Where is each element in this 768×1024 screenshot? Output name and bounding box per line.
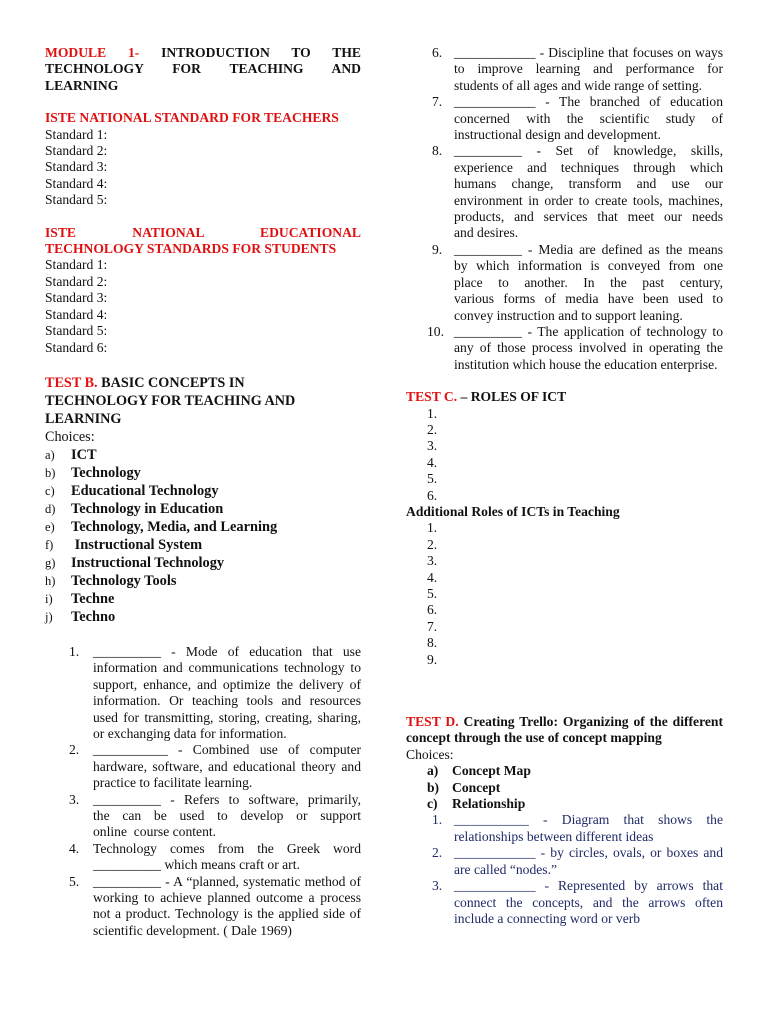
list-item: 1. [427,520,438,536]
module-title [45,45,361,94]
choice-text: Instructional Technology [71,554,225,571]
question-number: 1. [432,812,443,828]
choice-text: Educational Technology [71,482,219,499]
choice-item [45,536,361,554]
question-number: 3. [69,791,80,807]
module-title-line: TECHNOLOGY FOR TEACHING AND [45,61,361,77]
standard-line: Standard 3: [45,159,108,175]
choice-text: Technology [71,464,141,481]
question-line: concerned with the scientific study of [454,110,723,126]
choice-item [406,796,723,812]
test-title: Creating Trello: Organizing of the different [463,714,723,730]
question-line: environment in order to create tools, machines, [454,192,723,208]
right-column [406,45,723,927]
question-line: __________ - Mode of education that use [93,643,361,659]
question-item [406,845,723,878]
choices-list [406,763,723,812]
choice-item [45,554,361,572]
test-c-section [406,389,723,668]
list-item: 3. [427,438,438,454]
section-heading: TECHNOLOGY STANDARDS FOR STUDENTS [45,241,337,257]
question-line: not a product. Technology is the applied side of [93,906,361,922]
standard-line: Standard 5: [45,323,108,339]
question-item [406,94,723,143]
question-line: instructional design and development. [454,127,661,143]
question-item [406,812,723,845]
test-title: – ROLES OF ICT [460,389,567,405]
choice-item [406,780,723,796]
question-number: 5. [69,873,80,889]
list-item: 2. [427,536,438,552]
question-line: __________ which means craft or art. [93,857,300,873]
question-line: __________ - The application of technology to [454,323,723,339]
list-item: 5. [427,586,438,601]
list-item: 2. [427,421,438,437]
question-line: ___________ - Combined use of computer [93,742,361,758]
choice-item [45,518,361,536]
test-b-items [45,644,361,939]
choice-item [406,763,723,779]
test-d-heading [406,714,723,747]
list-item: 5. [427,471,438,487]
choice-text: Technology Tools [71,572,177,589]
iste-teachers-section [45,110,361,208]
choice-item [45,500,361,518]
question-number: 7. [432,94,443,110]
choice-text: Concept Map [452,763,531,779]
question-number: 2. [432,845,443,861]
question-item [406,143,723,241]
choice-letter: g) [45,555,56,570]
standard-line: Standard 5: [45,192,108,208]
question-item [45,792,361,841]
choices-label: Choices: [45,428,95,445]
choice-text: Technology, Media, and Learning [71,518,278,535]
list-item: 6. [427,487,438,503]
question-line: and desires. [454,225,519,241]
question-item [406,242,723,324]
standard-line: Standard 2: [45,273,108,289]
module-prefix: MODULE 1- [45,45,140,60]
question-line: humans change, transform and use our [454,176,723,192]
question-number: 6. [432,45,443,60]
test-label: TEST C. [406,389,458,405]
question-item [406,324,723,373]
test-label: TEST D. [406,714,459,730]
question-line: information. Or teaching tools and resources [93,693,361,709]
choice-item [45,590,361,608]
question-line: ____________ - Represented by arrows that [454,878,723,894]
choice-letter: b) [427,779,440,795]
standard-line: Standard 6: [45,339,108,355]
question-line: __________ - Media are defined as the means [454,241,723,257]
test-title: TECHNOLOGY FOR TEACHING AND [45,392,296,409]
question-line: place to another. In the past century, [454,274,723,290]
question-number: 3. [432,878,443,894]
question-line: to improve learning and performance for [454,61,723,77]
choice-letter: i) [45,591,53,606]
question-line: by which information is conveyed from one [454,258,723,274]
section-heading: ISTE NATIONAL EDUCATIONAL [45,224,361,240]
question-line: ____________ - by circles, ovals, or boxes and [454,845,723,861]
question-item [45,874,361,940]
choices-list [45,446,361,626]
test-b-section [45,374,361,939]
question-line: __________ - Refers to software, primarily, [93,791,361,807]
test-title: LEARNING [45,410,122,427]
question-line: __________ - Set of knowledge, skills, [454,143,723,159]
question-line: various forms of media have been used to [454,291,723,307]
question-line: any of those process involved in operating the [454,340,723,356]
standard-line: Standard 2: [45,143,108,159]
choice-item [45,608,361,626]
additional-roles-heading: Additional Roles of ICTs in Teaching [406,503,620,519]
iste-students-section [45,225,361,356]
choice-letter: d) [45,501,56,516]
question-line: relationships between different ideas [454,828,654,844]
test-title: BASIC CONCEPTS IN [101,374,245,391]
test-label: TEST B. [45,374,98,391]
module-title-line: INTRODUCTION TO THE [161,45,361,60]
question-line: ____________ - Discipline that focuses on ways [454,45,723,60]
question-item [45,841,361,874]
choice-letter: j) [45,609,53,624]
test-b-items-continued [406,45,723,373]
question-item [45,742,361,791]
test-b-heading [45,374,361,428]
question-line: information and communications technology to [93,660,361,676]
list-item: 6. [427,602,438,618]
question-item [406,878,723,927]
question-line: Technology comes from the Greek word [93,840,361,856]
choice-letter: b) [45,465,56,480]
choice-text: Instructional System [71,536,203,553]
list-item: 4. [427,454,438,470]
additional-roles-list [406,520,723,668]
choice-text: Techno [71,608,116,625]
question-number: 2. [69,742,80,758]
standard-line: Standard 4: [45,175,108,191]
question-line: working to achieve planned outcome a process [93,890,361,905]
question-number: 1. [69,643,80,659]
choice-letter: c) [427,796,438,812]
question-line: convey instruction and to support leaning. [454,307,683,323]
question-line: __________ - A “planned, systematic method of [93,873,361,889]
question-line: connect the concepts, and the arrows often [454,894,723,910]
question-line: online course content. [93,824,217,840]
question-number: 10. [427,323,444,339]
list-item: 7. [427,618,438,634]
question-line: scientific development. ( Dale 1969) [93,922,292,938]
choice-text: Relationship [452,796,526,812]
question-line: support, enhance, and optimize the delivery of [93,676,361,692]
test-title: concept through the use of concept mapping [406,730,662,746]
question-line: practice to facilitate learning. [93,775,253,791]
question-line: institution which house the education enterprise. [454,356,718,372]
choice-letter: c) [45,483,55,498]
choice-item [45,446,361,464]
question-number: 9. [432,241,443,257]
question-line: hardware, software, and educational theory and [93,758,361,774]
left-column [45,45,361,939]
list-item: 4. [427,569,438,585]
list-item: 9. [427,651,438,667]
choice-item [45,482,361,500]
choice-text: Techne [71,590,115,607]
test-c-heading [406,389,723,405]
question-line: used for transmitting, storing, creating, sharing, [93,709,361,725]
module-title-line: LEARNING [45,77,119,93]
test-d-section [406,714,723,927]
question-line: ___________ - Diagram that shows the [454,812,723,828]
choice-item [45,572,361,590]
list-item: 1. [427,405,438,421]
choice-text: Concept [452,779,501,795]
question-item [45,644,361,742]
choice-item [45,464,361,482]
list-item: 8. [427,635,438,651]
roles-list [406,406,723,504]
choice-letter: e) [45,519,55,534]
question-line: are called “nodes.” [454,861,558,877]
standard-line: Standard 4: [45,306,108,322]
question-line: students of all ages and wide range of setting. [454,77,703,93]
question-number: 8. [432,143,443,159]
question-item [406,45,723,94]
choice-letter: f) [45,537,54,552]
question-line: the can be used to develop or support [93,807,361,823]
standard-line: Standard 3: [45,290,108,306]
choice-text: Technology in Education [71,500,224,517]
question-line: experience and techniques through which [454,159,723,175]
choice-letter: a) [45,447,55,462]
standard-line: Standard 1: [45,257,108,273]
section-heading: ISTE NATIONAL STANDARD FOR TEACHERS [45,110,339,126]
question-number: 4. [69,840,80,856]
choice-text: ICT [71,446,97,463]
choice-letter: a) [427,763,439,779]
test-d-items [406,812,723,927]
question-line: products, and services that meet our needs [454,209,723,225]
list-item: 3. [427,553,438,569]
choice-letter: h) [45,573,56,588]
choices-label: Choices: [406,746,454,762]
question-line: or exchanging data for information. [93,725,287,741]
question-line: include a connecting word or verb [454,910,641,926]
standard-line: Standard 1: [45,126,108,142]
question-line: ____________ - The branched of education [454,94,723,110]
